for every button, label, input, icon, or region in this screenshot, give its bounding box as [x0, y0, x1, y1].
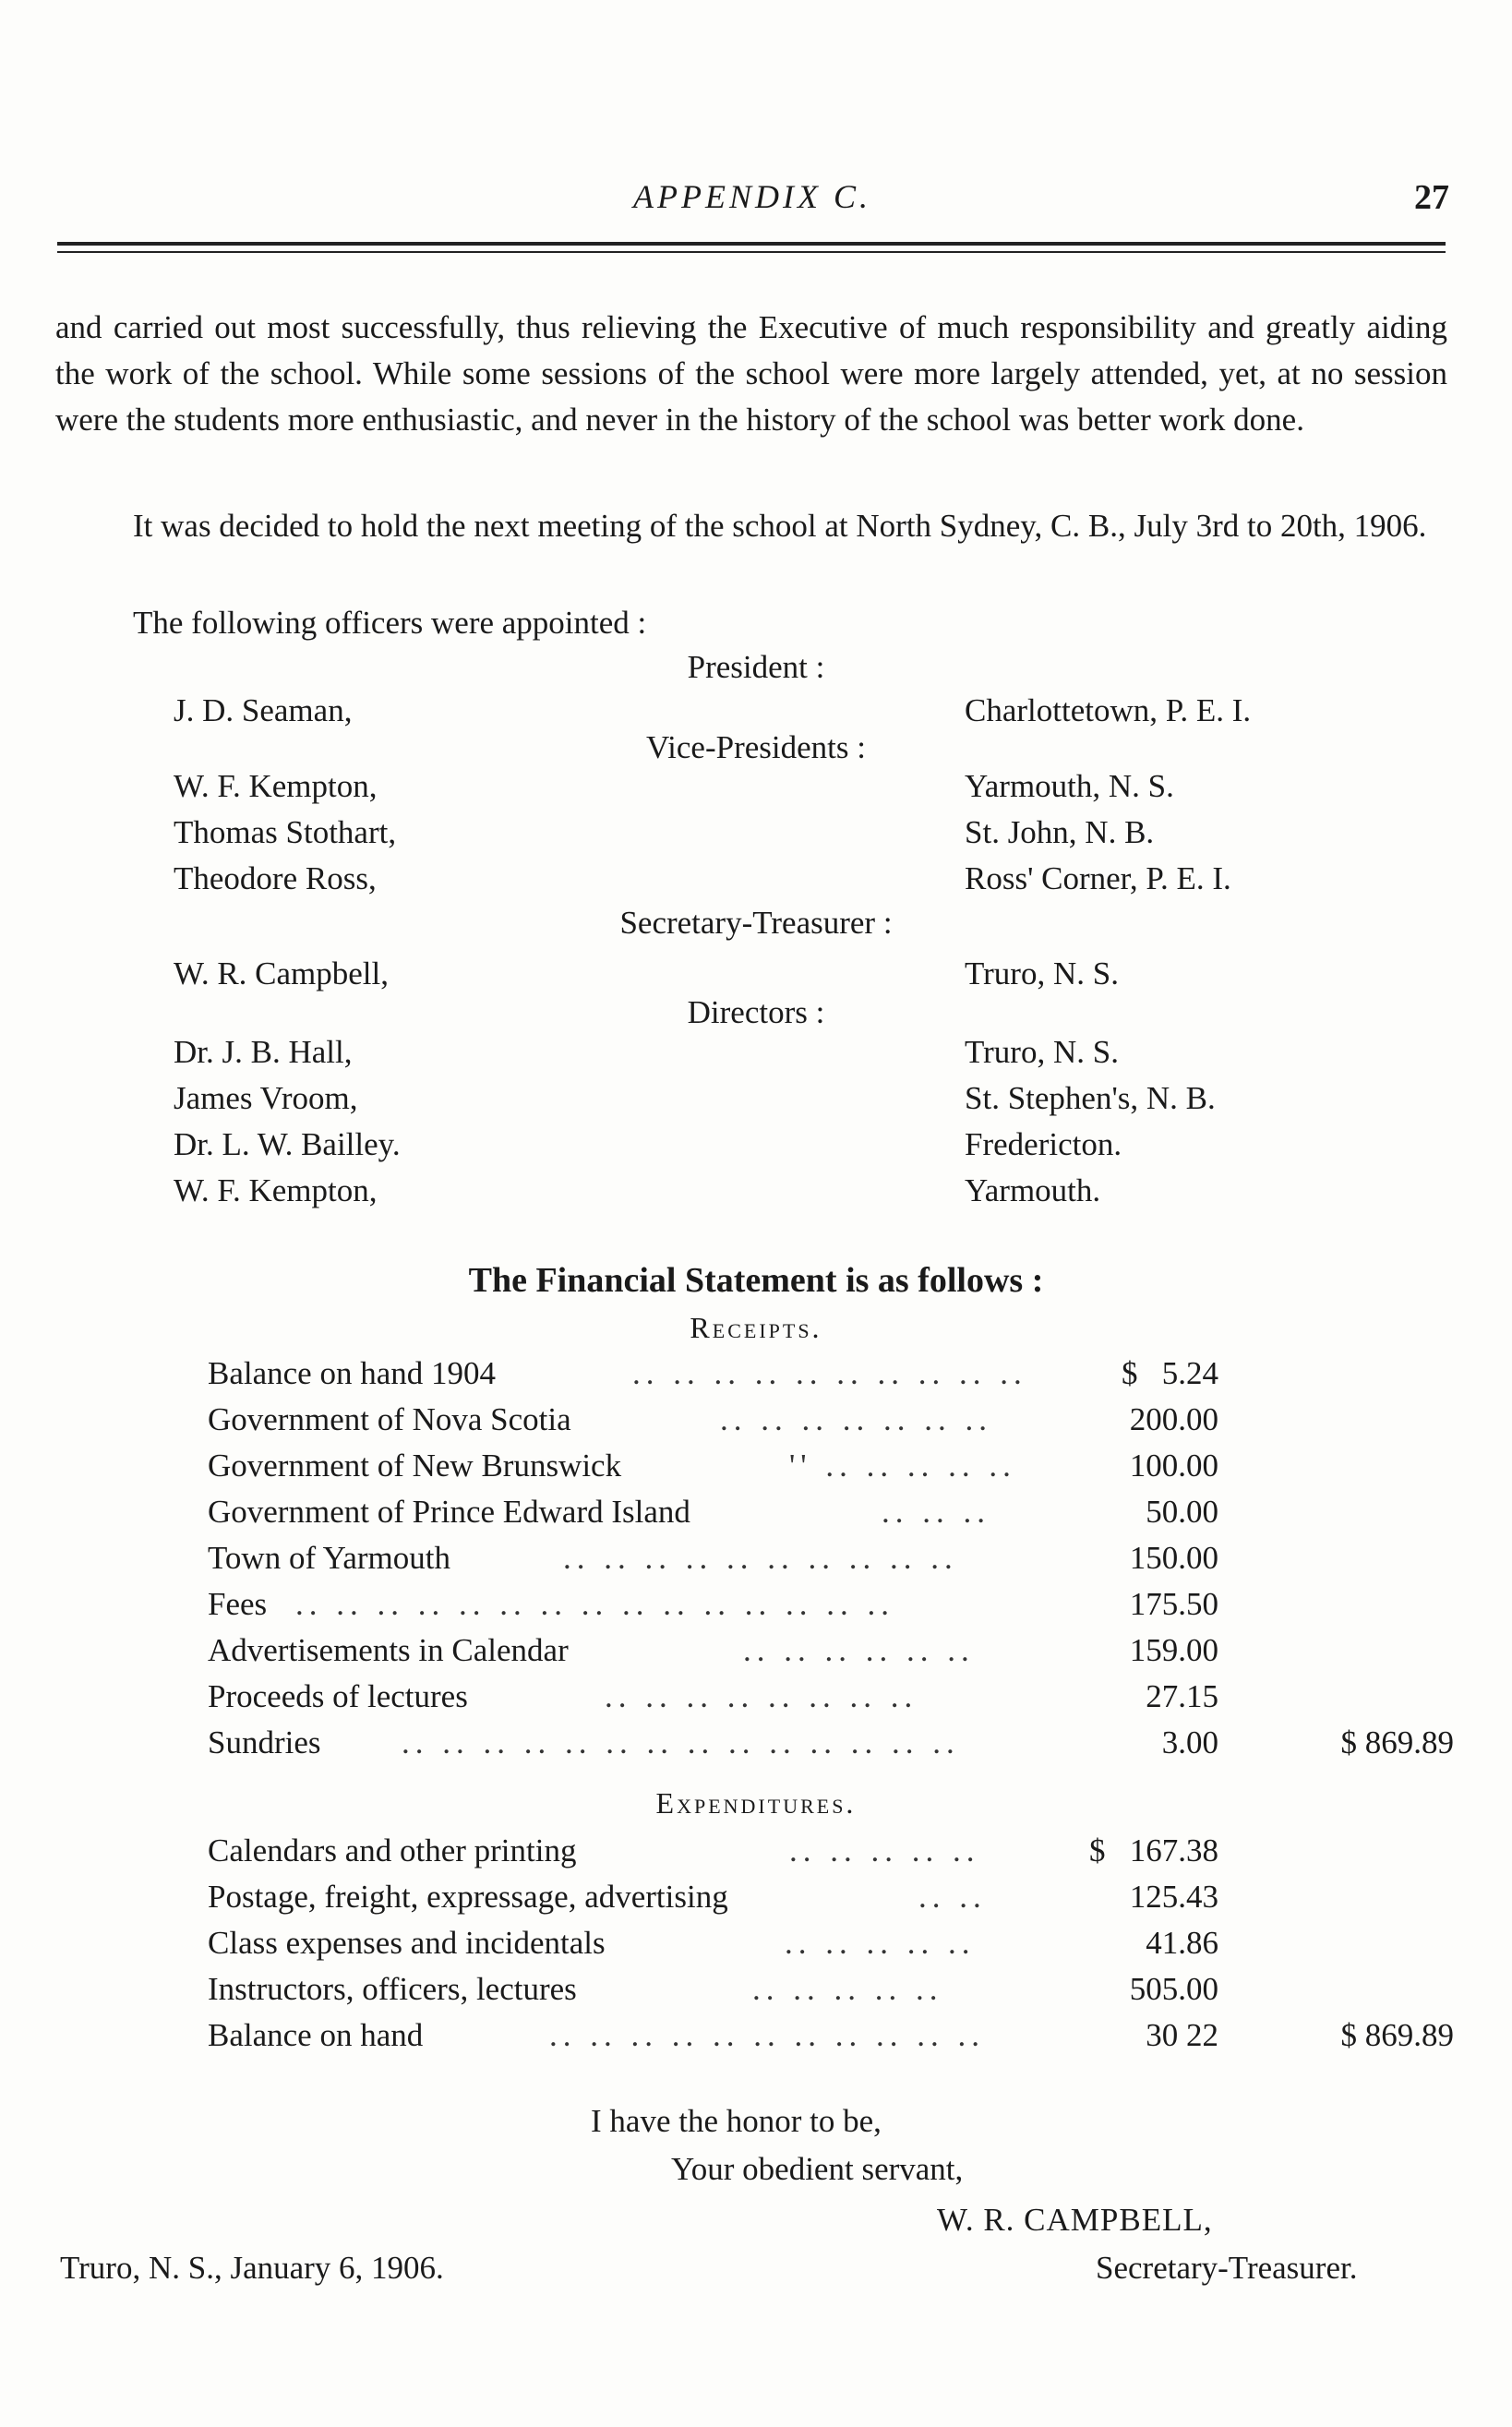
row-label: Advertisements in Calendar: [208, 1632, 569, 1668]
leader-dots: .. .. .. .. .. .. .. ..: [605, 1678, 918, 1714]
row-amount: 159.00: [1129, 1632, 1218, 1668]
officer-name: Theodore Ross,: [174, 860, 377, 896]
row-label: Balance on hand 1904: [208, 1355, 496, 1391]
leader-dots: .. .. .. .. .. .. ..: [720, 1401, 992, 1437]
leader-dots: .. .. .. .. ..: [785, 1925, 976, 1961]
officer-place: Truro, N. S.: [965, 1034, 1119, 1070]
row-label: Government of New Brunswick: [208, 1448, 622, 1484]
row-amount: 175.50: [1129, 1586, 1218, 1622]
table-row: [208, 1448, 1454, 1494]
row-label: Calendars and other printing: [208, 1832, 577, 1868]
header-rule-thick: [57, 242, 1446, 246]
expenditures-total: $ 869.89: [1340, 2017, 1454, 2053]
officer-name: J. D. Seaman,: [174, 692, 353, 728]
row-label: Fees: [208, 1586, 268, 1622]
officer-name: W. F. Kempton,: [174, 768, 378, 804]
dollar-sign: $: [1122, 1355, 1138, 1391]
closing-line-2: Your obedient servant,: [671, 2151, 964, 2187]
officer-place: St. John, N. B.: [965, 814, 1155, 850]
row-amount: 27.15: [1146, 1678, 1218, 1714]
paragraph-2: It was decided to hold the next meeting of the school at North Sydney, C. B., July 3rd to 20th, 1906.: [133, 508, 1427, 544]
leader-dots: .. ..: [918, 1879, 987, 1915]
row-amount: 167.38: [1129, 1832, 1218, 1868]
table-row: [208, 1540, 1454, 1586]
officer-name: W. F. Kempton,: [174, 1172, 378, 1208]
row-amount: 41.86: [1146, 1925, 1218, 1961]
leader-dots: .. .. .. .. .. .. .. .. .. .. .. .. .. ..: [402, 1724, 960, 1760]
signatory-title: Secretary-Treasurer.: [1096, 2250, 1358, 2286]
row-amount: 3.00: [1161, 1724, 1218, 1760]
vice-presidents-heading: Vice-Presidents :: [646, 729, 866, 765]
row-amount: 200.00: [1129, 1401, 1218, 1437]
officer-place: Truro, N. S.: [965, 955, 1119, 991]
table-row: [208, 2017, 1454, 2063]
leader-dots: .. .. .. .. .. .. .. .. .. ..: [563, 1540, 958, 1576]
row-label: Government of Prince Edward Island: [208, 1494, 690, 1530]
secretary-treasurer-heading: Secretary-Treasurer :: [619, 905, 893, 941]
table-row: [208, 1724, 1454, 1771]
row-label: Class expenses and incidentals: [208, 1925, 606, 1961]
officer-name: W. R. Campbell,: [174, 955, 390, 991]
leader-dots: .. .. .. .. .. .. .. .. .. .. ..: [549, 2017, 985, 2053]
table-row: [208, 1586, 1454, 1632]
receipts-total: $ 869.89: [1340, 1724, 1454, 1760]
row-amount: 505.00: [1129, 1971, 1218, 2007]
paragraph-1: and carried out most successfully, thus relieving the Executive of much responsibility and greatly aiding the work of the school. While some sessions of the school were more largely attended, yet, at no session were the students more enthusiastic, and never in the history of the school was better work done.: [55, 309, 1447, 438]
row-label: Government of Nova Scotia: [208, 1401, 571, 1437]
running-title: APPENDIX C.: [633, 178, 871, 215]
officer-place: St. Stephen's, N. B.: [965, 1080, 1216, 1116]
officer-name: Dr. L. W. Bailley.: [174, 1126, 401, 1162]
table-row: [208, 1632, 1454, 1678]
officer-place: Yarmouth, N. S.: [965, 768, 1174, 804]
leader-dots: .. .. .. .. ..: [789, 1832, 980, 1868]
leader-dots: .. .. .. .. .. .. .. .. .. ..: [632, 1355, 1027, 1391]
table-row: [208, 1494, 1454, 1540]
directors-heading: Directors :: [687, 994, 825, 1030]
page-number: 27: [1414, 178, 1449, 217]
table-row: [208, 1925, 1454, 1971]
row-amount: 125.43: [1129, 1879, 1218, 1915]
signature: W. R. CAMPBELL,: [937, 2202, 1213, 2238]
president-heading: President :: [687, 649, 825, 685]
row-label: Sundries: [208, 1724, 321, 1760]
closing-line-1: I have the honor to be,: [591, 2103, 882, 2139]
officer-place: Charlottetown, P. E. I.: [965, 692, 1252, 728]
row-label: Postage, freight, expressage, advertising: [208, 1879, 728, 1915]
leader-dots: .. .. .. .. .. ..: [743, 1632, 975, 1668]
row-amount: 50.00: [1146, 1494, 1218, 1530]
row-label: Town of Yarmouth: [208, 1540, 450, 1576]
row-amount: 100.00: [1129, 1448, 1218, 1484]
row-amount: 5.24: [1161, 1355, 1218, 1391]
paragraph-3: The following officers were appointed :: [133, 605, 647, 641]
receipts-heading: Receipts.: [690, 1311, 822, 1344]
row-label: Instructors, officers, lectures: [208, 1971, 577, 2007]
officer-name: Dr. J. B. Hall,: [174, 1034, 353, 1070]
header-rule-thin: [57, 251, 1446, 253]
place-date: Truro, N. S., January 6, 1906.: [60, 2250, 444, 2286]
officer-place: Yarmouth.: [965, 1172, 1101, 1208]
table-row: [208, 1971, 1454, 2017]
table-row: [208, 1879, 1454, 1925]
row-label: Proceeds of lectures: [208, 1678, 468, 1714]
row-label: Balance on hand: [208, 2017, 424, 2053]
officer-place: Fredericton.: [965, 1126, 1122, 1162]
leader-dots: '' .. .. .. .. ..: [789, 1448, 1016, 1484]
officer-place: Ross' Corner, P. E. I.: [965, 860, 1231, 896]
financial-statement-title: The Financial Statement is as follows :: [468, 1261, 1044, 1300]
leader-dots: .. .. .. .. .. .. .. .. .. .. .. .. .. .. ..: [295, 1586, 894, 1622]
table-row: [208, 1355, 1454, 1401]
row-amount: 30 22: [1146, 2017, 1218, 2053]
row-amount: 150.00: [1129, 1540, 1218, 1576]
leader-dots: .. .. ..: [882, 1494, 990, 1530]
table-row: [208, 1832, 1454, 1879]
table-row: [208, 1678, 1454, 1724]
officer-name: Thomas Stothart,: [174, 814, 397, 850]
expenditures-heading: Expenditures.: [655, 1786, 857, 1820]
dollar-sign: $: [1089, 1832, 1106, 1868]
table-row: [208, 1401, 1454, 1448]
leader-dots: .. .. .. .. ..: [752, 1971, 943, 2007]
officer-name: James Vroom,: [174, 1080, 358, 1116]
